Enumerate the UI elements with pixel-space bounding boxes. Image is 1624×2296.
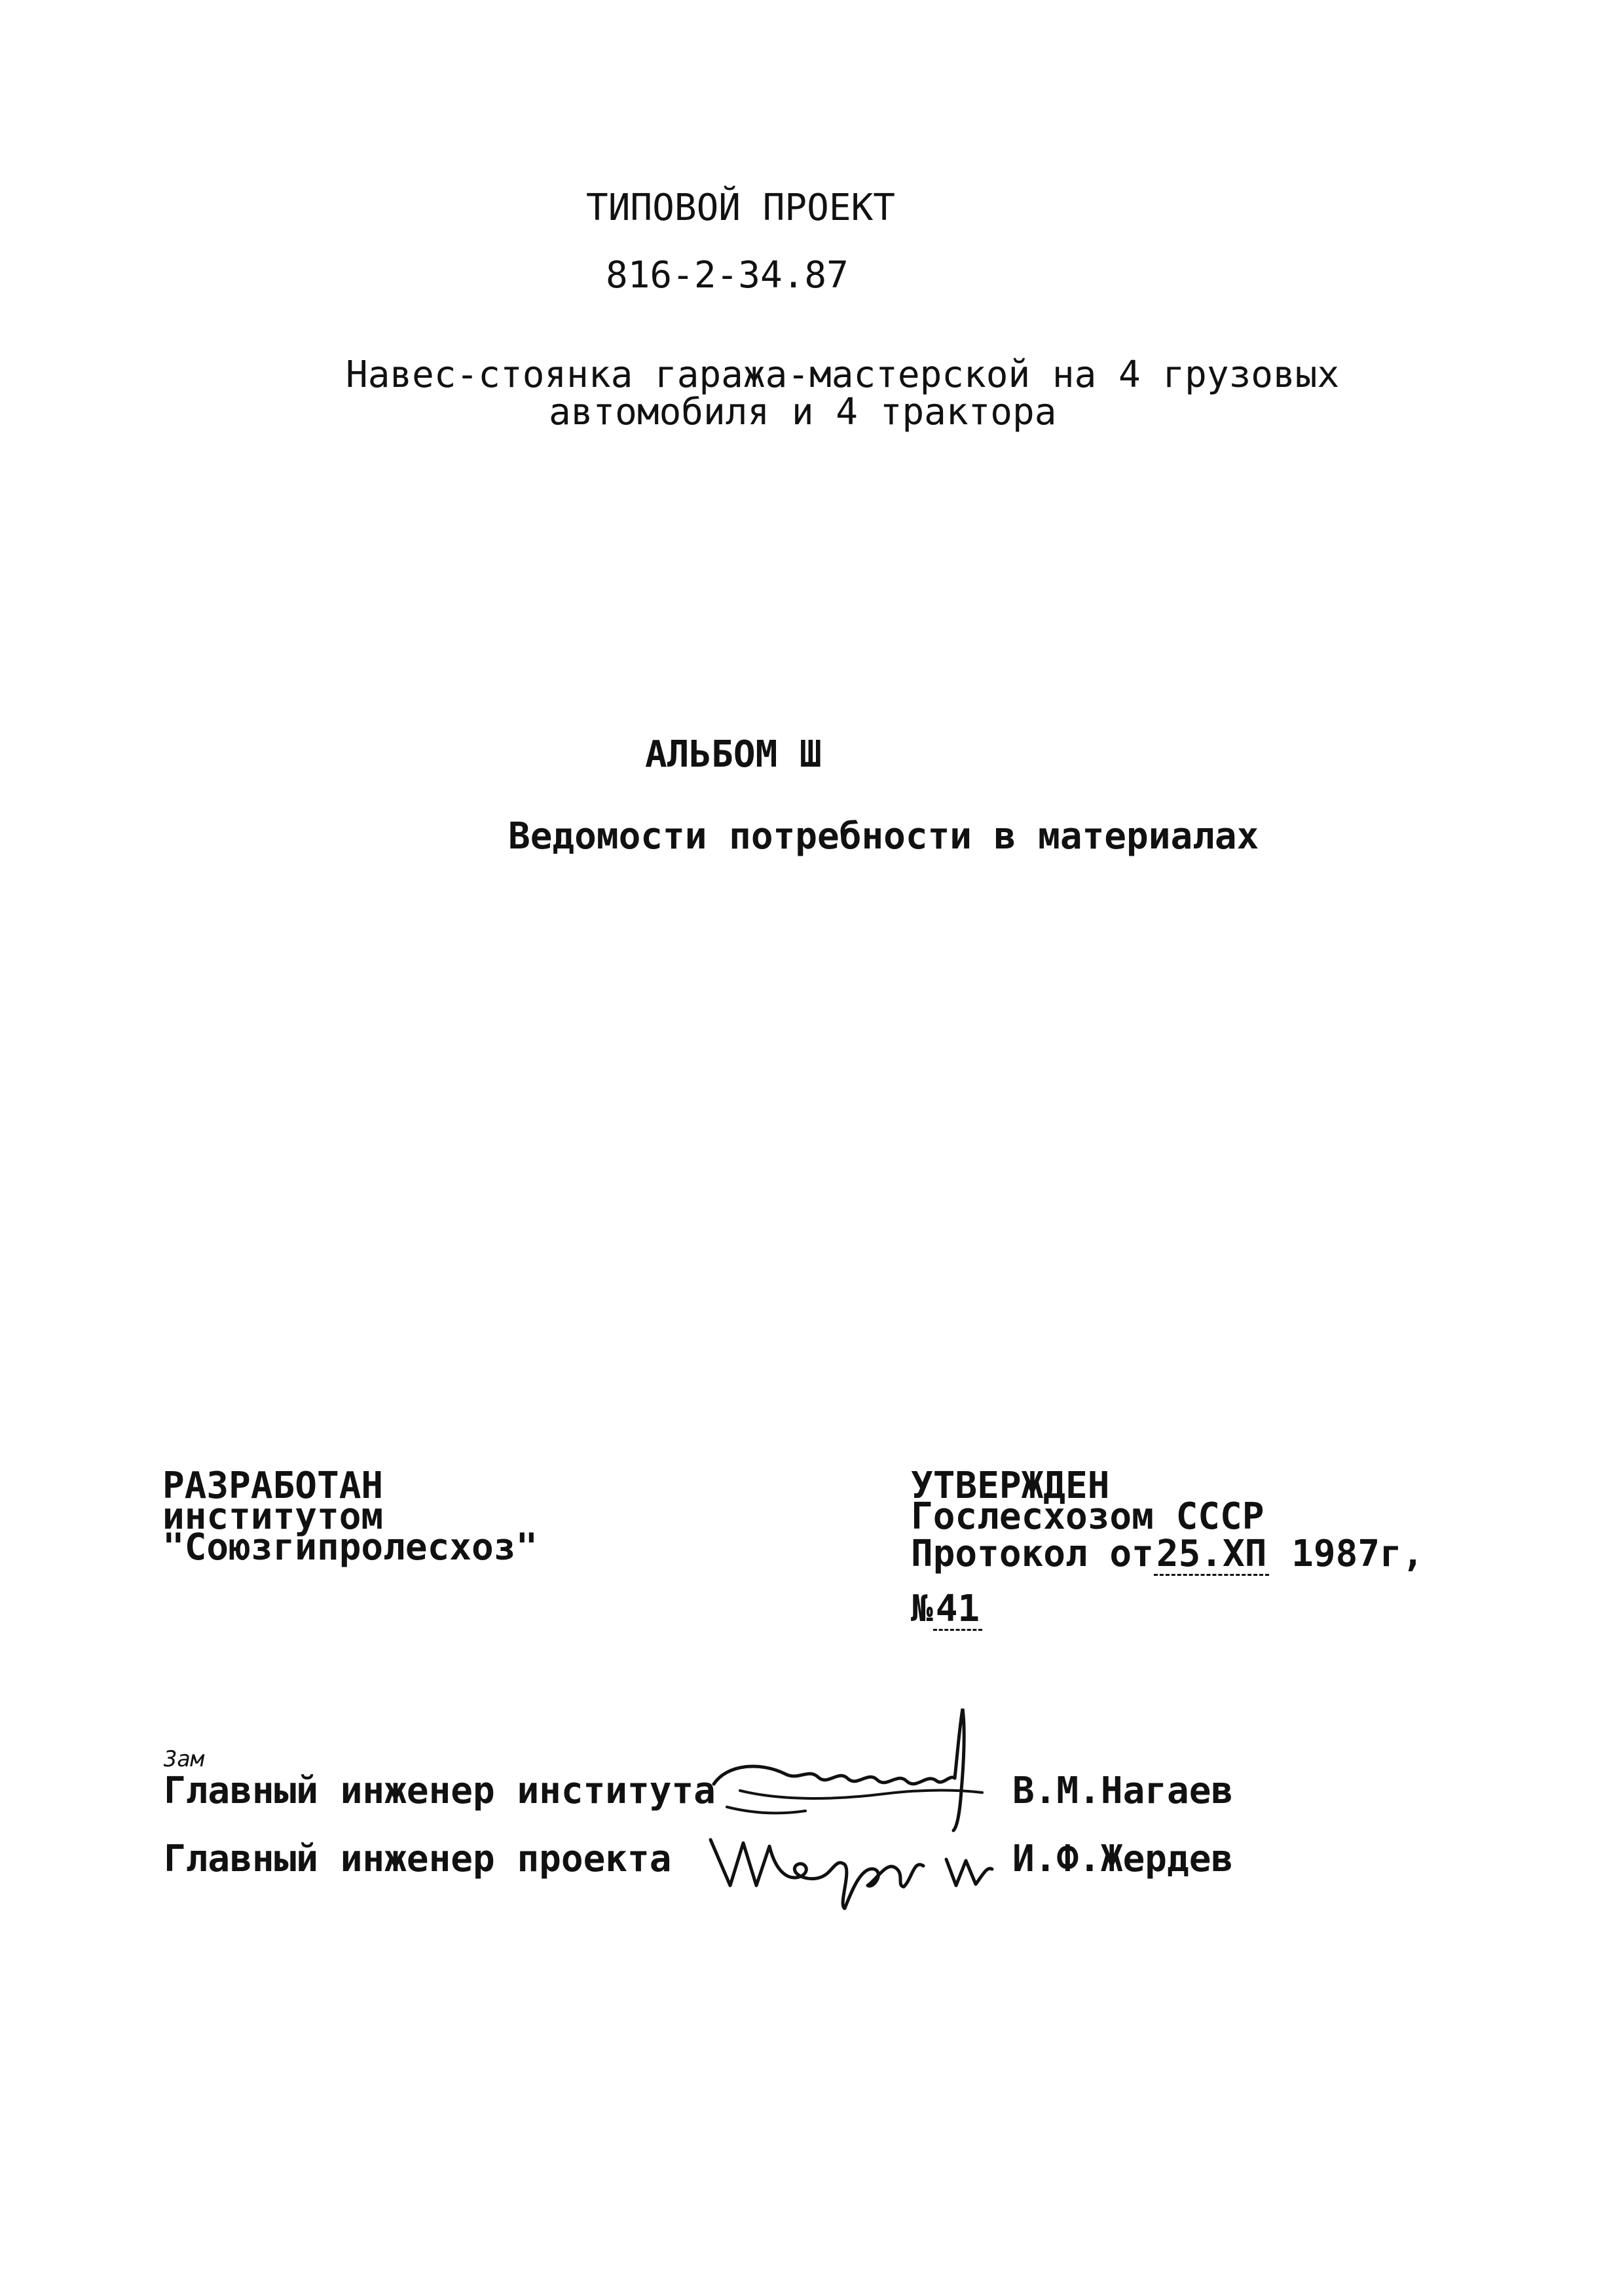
protocol-prefix: Протокол от [911,1533,1154,1575]
chief-engineer-institute-label: Главный инженер института [164,1770,716,1812]
number-sign: № [911,1588,933,1630]
approved-heading: УТВЕРЖДЕН [911,1465,1110,1507]
protocol-line [911,1533,1424,1576]
approving-authority: Гослесхозом СССР [911,1495,1264,1538]
chief-engineer-project-label: Главный инженер проекта [164,1838,672,1880]
deputy-mark: Зам [164,1746,204,1772]
developed-by-label: институтом [162,1495,384,1538]
chief-engineer-project-name: И.Ф.Жердев [1012,1838,1234,1880]
project-name-line1: Навес-стоянка гаража-мастерской на 4 грузовых [346,354,1340,396]
project-name-line2: автомобиля и 4 трактора [549,391,1057,433]
protocol-number: 41 [933,1591,982,1631]
signature-zherdev-image [704,1813,999,1912]
protocol-number-line [911,1588,982,1631]
developed-heading: РАЗРАБОТАН [162,1465,384,1507]
protocol-date: 25.ХП [1154,1536,1270,1576]
album-label: АЛЬБОМ Ш [645,733,822,776]
document-type-title: ТИПОВОЙ ПРОЕКТ [586,187,896,229]
protocol-year: 1987г, [1291,1533,1424,1575]
chief-engineer-institute-name: В.М.Нагаев [1012,1770,1234,1812]
institute-name: "Союзгипролесхоз" [162,1526,538,1569]
project-number: 816-2-34.87 [606,254,849,297]
album-subject: Ведомости потребности в материалах [508,815,1259,858]
